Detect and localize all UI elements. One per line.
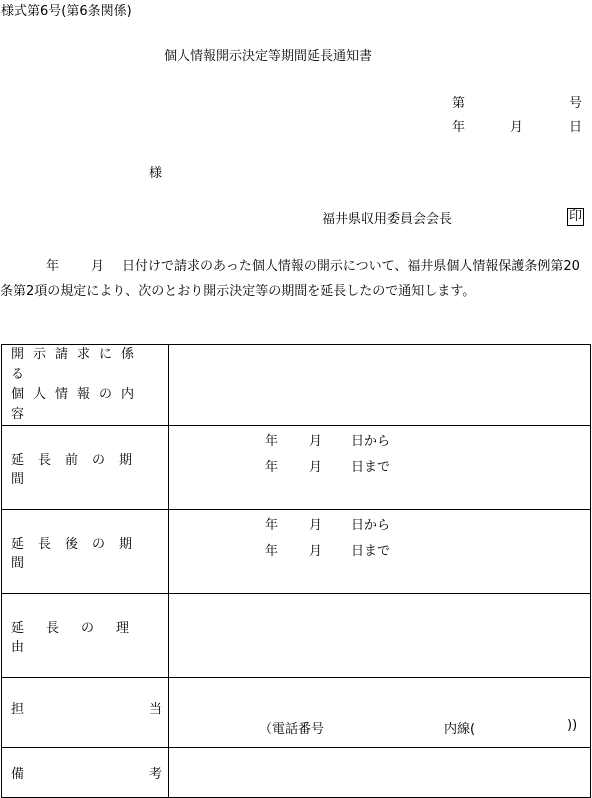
row-period-before [2, 426, 591, 510]
issuer-name: 福井県収用委員会会長 [322, 212, 453, 227]
seal-mark: 印 [569, 209, 583, 224]
value-contact[interactable] [169, 678, 591, 748]
row-request-content [2, 345, 591, 426]
doc-no-suffix: 号 [569, 96, 583, 111]
row-remarks [2, 748, 591, 798]
row-contact [2, 678, 591, 748]
label-period-before: 延長前の期間 [11, 452, 147, 487]
extension-label: 内線( [444, 722, 476, 737]
form-number: 様式第6号(第6条関係) [1, 4, 132, 19]
label-contact: 担 当 [11, 702, 162, 717]
row-period-after [2, 510, 591, 594]
value-period-before[interactable]: 年 月 日から 年 月 日まで [169, 426, 591, 510]
extension-table [1, 344, 591, 798]
label-remarks: 備 考 [11, 767, 162, 782]
body-text: 日付けで請求のあった個人情報の開示について、福井県個人情報保護条例第20条第2項の規定により、次のとおり開示決定等の期間を延長したので通知します。 [0, 259, 580, 299]
addressee-honorific: 様 [149, 166, 163, 181]
extension-close: )) [567, 718, 578, 733]
date-year: 年 [452, 120, 466, 135]
body-year: 年 [46, 259, 60, 274]
row-extension-reason [2, 594, 591, 678]
value-remarks[interactable] [169, 748, 591, 798]
date-month: 月 [510, 120, 524, 135]
value-extension-reason[interactable] [169, 594, 591, 678]
value-request-content[interactable] [169, 345, 591, 426]
label-extension-reason: 延長の理由 [11, 620, 152, 655]
body-month: 月 [91, 259, 105, 274]
date-day: 日 [569, 120, 583, 135]
value-period-after[interactable]: 年 月 日から 年 月 日まで [169, 510, 591, 594]
notice-body [0, 254, 592, 304]
label-request-line1: 開示請求に係る [11, 347, 144, 382]
phone-label: （電話番号 [259, 722, 325, 737]
document-title: 個人情報開示決定等期間延長通知書 [164, 49, 373, 64]
label-period-after: 延長後の期間 [11, 536, 147, 571]
doc-no-prefix: 第 [452, 96, 466, 111]
label-request-line2: 個人情報の内容 [11, 387, 144, 422]
